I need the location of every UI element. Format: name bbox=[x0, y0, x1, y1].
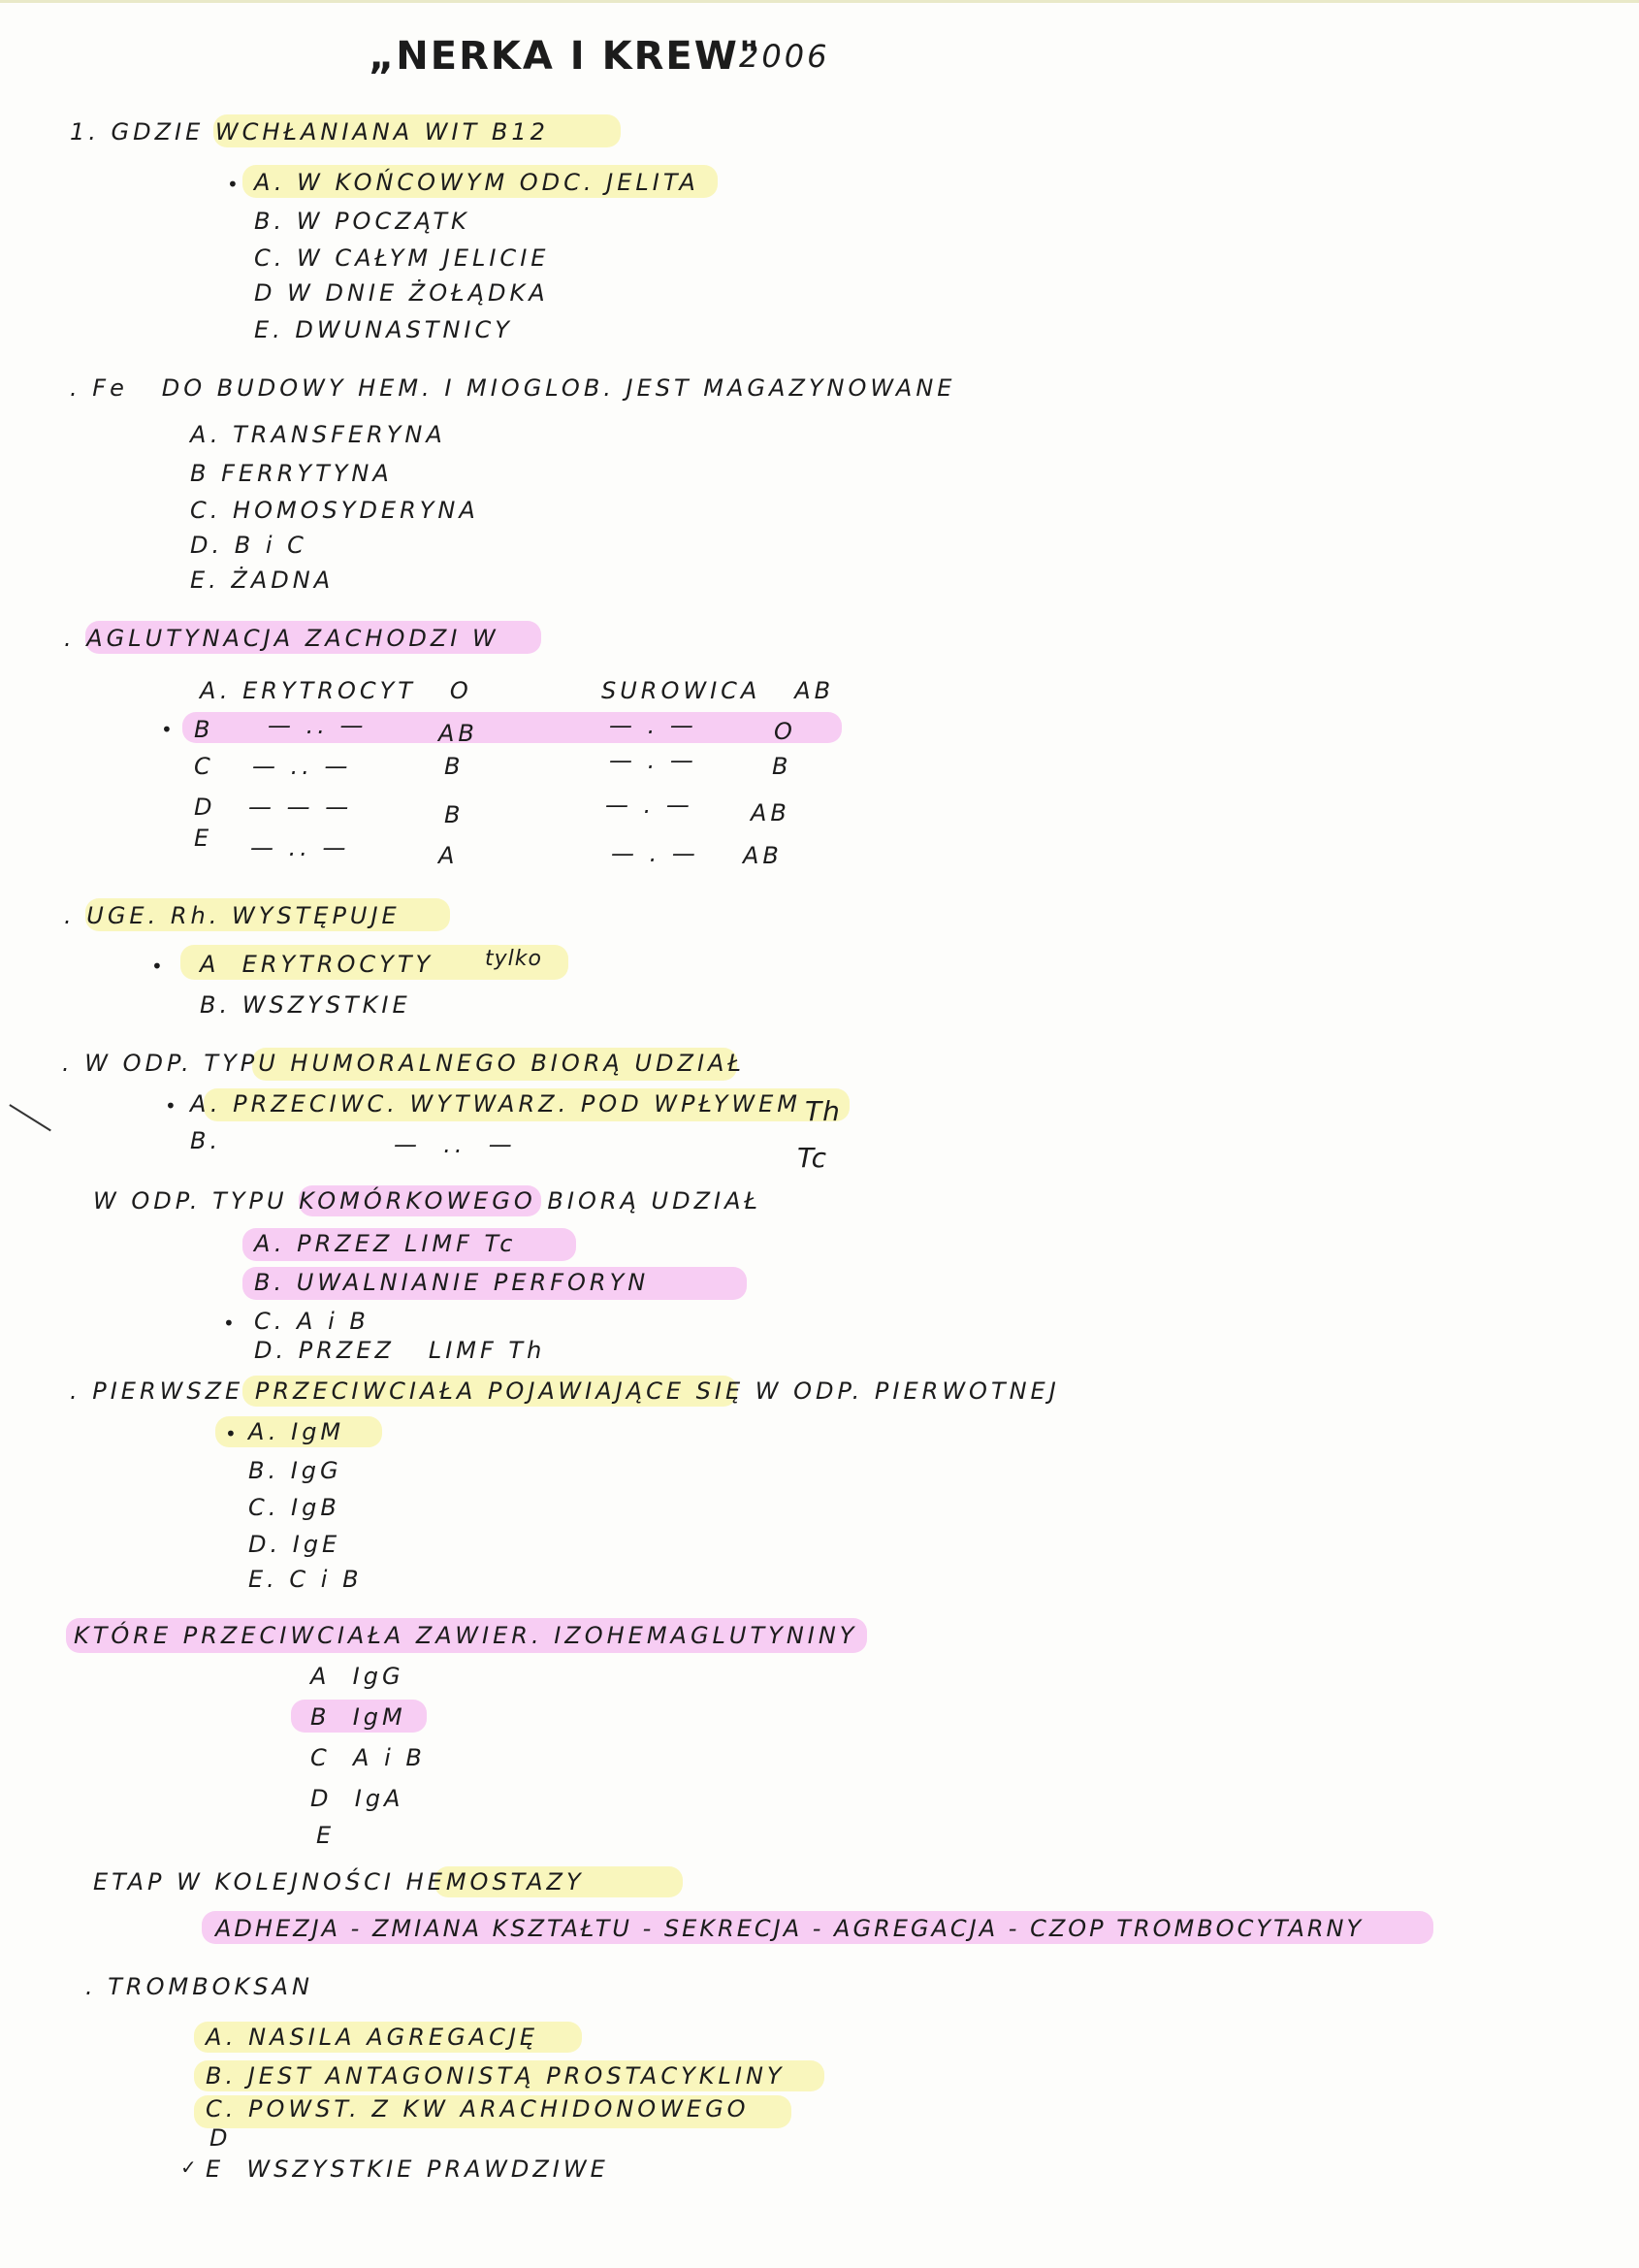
q6-option-c: C. A i B bbox=[254, 1308, 370, 1335]
q9-answer: ADHEZJA - ZMIANA KSZTAŁTU - SEKRECJA - AGREGACJA - CZOP TROMBOCYTARNY bbox=[215, 1915, 1365, 1942]
q6-option-a: A. PRZEZ LIMF Tc bbox=[254, 1230, 517, 1257]
q10-option-b: B. JEST ANTAGONISTĄ PROSTACYKLINY bbox=[206, 2062, 786, 2090]
q3-row-c-dash1: — .. — bbox=[252, 753, 352, 780]
q5-dashes-b: — .. — bbox=[394, 1131, 516, 1158]
q3-question: . AGLUTYNACJA ZACHODZI W bbox=[64, 625, 499, 652]
q8-option-b: B IgM bbox=[310, 1703, 406, 1731]
correct-mark: • bbox=[161, 718, 173, 741]
q3-row-e-v1: A bbox=[438, 842, 459, 869]
q1-option-e: E. DWUNASTNICY bbox=[254, 316, 513, 343]
q10-option-d: D bbox=[209, 2124, 232, 2152]
q1-option-c: C. W CAŁYM JELICIE bbox=[254, 244, 550, 272]
q5-option-b: B. bbox=[190, 1127, 222, 1154]
q1-question: 1. GDZIE WCHŁANIANA WIT B12 bbox=[70, 118, 549, 146]
q10-question: . TROMBOKSAN bbox=[85, 1973, 313, 2000]
q8-option-d: D IgA bbox=[310, 1785, 404, 1812]
q3-row-d-v1: B bbox=[444, 801, 465, 828]
q7-question: . PIERWSZE PRZECIWCIAŁA POJAWIAJĄCE SIĘ W ODP. PIERWOTNEJ bbox=[70, 1377, 1060, 1405]
q8-option-e: E bbox=[316, 1822, 336, 1849]
q9-question: ETAP W KOLEJNOŚCI HEMOSTAZY bbox=[93, 1868, 585, 1895]
q4-option-a: A ERYTROCYTY bbox=[200, 951, 434, 978]
q1-option-b: B. W POCZĄTK bbox=[254, 208, 470, 235]
q3-row-c-label: C bbox=[194, 753, 214, 780]
correct-mark: • bbox=[165, 1094, 177, 1118]
q3-row-c-v2: B bbox=[772, 753, 792, 780]
q2-option-d: D. B i C bbox=[190, 532, 307, 559]
q3-col2-header: SUROWICA AB bbox=[601, 677, 835, 704]
q3-row-e-dash2: — . — bbox=[611, 840, 699, 867]
q7-option-d: D. IgE bbox=[248, 1531, 341, 1558]
scan-edge bbox=[0, 0, 1639, 3]
q2-option-c: C. HOMOSYDERYNA bbox=[190, 497, 479, 524]
q3-row-d-label: D bbox=[194, 794, 216, 821]
q3-row-b-label: B bbox=[194, 716, 214, 743]
q10-option-a: A. NASILA AGREGACJĘ bbox=[206, 2024, 539, 2051]
q3-row-d-v2: AB bbox=[751, 799, 790, 826]
q8-option-c: C A i B bbox=[310, 1744, 426, 1771]
q5-sub-a: Th bbox=[805, 1095, 841, 1127]
q1-option-a: A. W KOŃCOWYM ODC. JELITA bbox=[254, 169, 699, 196]
q2-option-b: B FERRYTYNA bbox=[190, 460, 393, 487]
q3-row-b-dash1: — .. — bbox=[268, 712, 368, 739]
q2-question: . Fe DO BUDOWY HEM. I MIOGLOB. JEST MAGAZYNOWANE bbox=[70, 374, 956, 402]
q1-option-d: D W DNIE ŻOŁĄDKA bbox=[254, 279, 549, 307]
q8-question: KTÓRE PRZECIWCIAŁA ZAWIER. IZOHEMAGLUTYNINY bbox=[74, 1622, 858, 1649]
q7-option-c: C. IgB bbox=[248, 1494, 340, 1521]
q6-question: W ODP. TYPU KOMÓRKOWEGO BIORĄ UDZIAŁ bbox=[93, 1187, 762, 1215]
q7-option-e: E. C i B bbox=[248, 1566, 363, 1593]
q5-question: . W ODP. TYPU HUMORALNEGO BIORĄ UDZIAŁ bbox=[62, 1050, 745, 1077]
q6-option-b: B. UWALNIANIE PERFORYN bbox=[254, 1269, 650, 1296]
q4-note: tylko bbox=[485, 947, 542, 971]
q3-row-b-dash2: — . — bbox=[609, 712, 697, 739]
q2-option-a: A. TRANSFERYNA bbox=[190, 421, 446, 448]
q3-row-b-v1: AB bbox=[438, 720, 478, 747]
q6-option-d: D. PRZEZ LIMF Th bbox=[254, 1337, 546, 1364]
correct-mark: • bbox=[151, 955, 163, 978]
q4-question: . UGE. Rh. WYSTĘPUJE bbox=[64, 902, 401, 929]
stray-pen-mark bbox=[10, 1104, 51, 1131]
q3-row-e-v2: AB bbox=[743, 842, 783, 869]
q2-option-e: E. ŻADNA bbox=[190, 567, 335, 594]
q4-option-b: B. WSZYSTKIE bbox=[200, 991, 411, 1019]
q8-option-a: A IgG bbox=[310, 1663, 404, 1690]
q3-row-b-v2: O bbox=[774, 718, 796, 745]
q3-row-e-dash1: — .. — bbox=[250, 834, 350, 861]
q3-row-c-v1: B bbox=[444, 753, 465, 780]
correct-mark: • bbox=[225, 1422, 237, 1445]
q3-col1-header: A. ERYTROCYT O bbox=[200, 677, 472, 704]
q5-sub-b: Tc bbox=[797, 1142, 828, 1174]
correct-mark: • bbox=[227, 173, 239, 196]
q7-option-b: B. IgG bbox=[248, 1457, 342, 1484]
page-title: „NERKA I KREW" bbox=[369, 34, 761, 79]
q3-row-d-dash1: — — — bbox=[248, 794, 353, 821]
q10-option-e: E WSZYSTKIE PRAWDZIWE bbox=[206, 2155, 609, 2183]
q5-option-a: A. PRZECIWC. WYTWARZ. POD WPŁYWEM bbox=[190, 1090, 801, 1118]
correct-mark: • bbox=[223, 1312, 235, 1335]
q3-row-e-label: E bbox=[194, 825, 213, 852]
q3-row-d-dash2: — . — bbox=[605, 792, 693, 819]
q10-option-c: C. POWST. Z KW ARACHIDONOWEGO bbox=[206, 2095, 750, 2122]
page-year: 2006 bbox=[739, 38, 830, 75]
q7-option-a: A. IgM bbox=[248, 1418, 345, 1445]
q3-row-c-dash2: — . — bbox=[609, 747, 697, 774]
correct-mark: ✓ bbox=[180, 2155, 197, 2179]
